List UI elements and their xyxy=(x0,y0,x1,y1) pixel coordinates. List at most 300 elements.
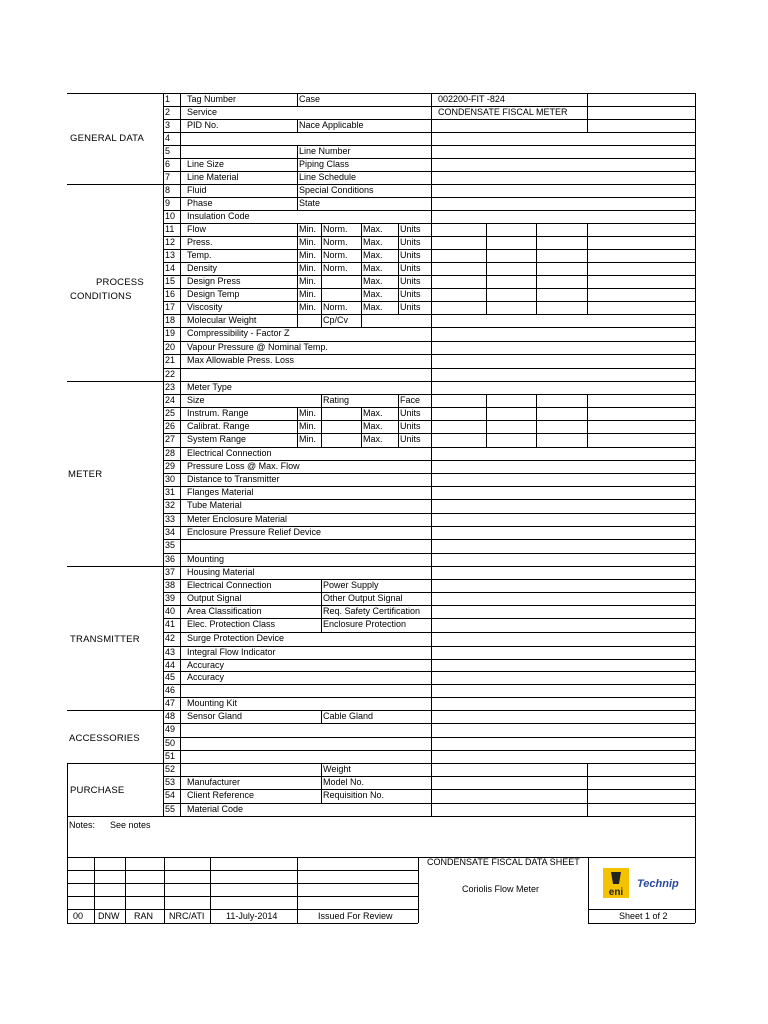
row-line xyxy=(163,184,695,185)
range-label: Max. xyxy=(363,302,383,312)
row-line xyxy=(163,776,695,777)
label-divider xyxy=(297,171,298,184)
footer-row-line xyxy=(67,909,418,910)
range-divider xyxy=(321,249,322,262)
row-label: Line Material xyxy=(187,172,239,182)
range-divider xyxy=(398,420,399,433)
row-line xyxy=(163,684,695,685)
tag-value: 002200-FIT -824 xyxy=(438,94,505,104)
svg-text:eni: eni xyxy=(608,887,624,898)
range-label: Norm. xyxy=(323,250,348,260)
row-number: 24 xyxy=(165,395,176,405)
approved-by: NRC/ATI xyxy=(169,911,205,921)
row-sublabel: Enclosure Protection xyxy=(323,619,407,629)
range-divider xyxy=(297,249,298,262)
range-label: Units xyxy=(400,263,421,273)
row-sublabel: Req. Safety Certification xyxy=(323,606,421,616)
row-label: Viscosity xyxy=(187,302,223,312)
row-label: Design Temp xyxy=(187,289,240,299)
row-label: Enclosure Pressure Relief Device xyxy=(187,527,322,537)
row-number: 51 xyxy=(165,751,176,761)
value-divider xyxy=(587,236,588,249)
row-number: 2 xyxy=(165,107,171,117)
range-label: Max. xyxy=(363,434,383,444)
notes-value: See notes xyxy=(110,820,151,830)
value-divider xyxy=(486,262,487,275)
footer-row-line xyxy=(67,870,418,871)
value-divider xyxy=(486,301,487,314)
row-number: 13 xyxy=(165,250,176,260)
row-number: 26 xyxy=(165,421,176,431)
range-divider xyxy=(398,288,399,301)
row-number: 33 xyxy=(165,514,176,524)
row-line xyxy=(163,145,695,146)
range-label: Max. xyxy=(363,289,383,299)
row-number: 29 xyxy=(165,461,176,471)
footer-row-line xyxy=(67,883,418,884)
row-number: 54 xyxy=(165,790,176,800)
range-divider xyxy=(321,407,322,420)
value-divider xyxy=(587,433,588,447)
row-line xyxy=(163,93,695,94)
footer-column xyxy=(67,857,68,923)
row-number: 32 xyxy=(165,500,176,510)
range-label: Min. xyxy=(299,434,317,444)
row-number: 37 xyxy=(165,567,176,577)
range-divider xyxy=(398,249,399,262)
row-number: 53 xyxy=(165,777,176,787)
section-title: PURCHASE xyxy=(70,785,125,796)
row-sublabel: Line Schedule xyxy=(299,172,357,182)
row-label: PID No. xyxy=(187,120,219,130)
row-label: Mounting xyxy=(187,554,225,564)
row-line xyxy=(163,659,695,660)
label-divider xyxy=(321,605,322,618)
row-label: Integral Flow Indicator xyxy=(187,647,276,657)
row-label: Design Press xyxy=(187,276,241,286)
value-divider xyxy=(536,301,537,314)
row-line xyxy=(163,592,695,593)
range-divider xyxy=(321,394,322,407)
range-divider xyxy=(361,288,362,301)
value-divider xyxy=(536,407,537,420)
service-value: CONDENSATE FISCAL METER xyxy=(438,107,568,117)
row-number: 49 xyxy=(165,724,176,734)
range-divider xyxy=(297,262,298,275)
row-sublabel: State xyxy=(299,198,321,208)
row-line xyxy=(163,750,695,751)
section-title: GENERAL DATA xyxy=(70,133,145,144)
row-number: 38 xyxy=(165,580,176,590)
row-number: 19 xyxy=(165,328,176,338)
row-number: 3 xyxy=(165,120,171,130)
row-number: 9 xyxy=(165,198,171,208)
value-divider xyxy=(587,789,588,803)
row-number: 41 xyxy=(165,619,176,629)
value-divider xyxy=(587,776,588,789)
value-divider xyxy=(486,433,487,447)
range-divider xyxy=(321,420,322,433)
range-label: Min. xyxy=(299,237,317,247)
row-number: 17 xyxy=(165,302,176,312)
row-line xyxy=(163,553,695,554)
row-line xyxy=(163,288,695,289)
value-divider xyxy=(536,262,537,275)
notes-top xyxy=(67,816,695,817)
range-divider xyxy=(297,420,298,433)
row-number: 48 xyxy=(165,711,176,721)
row-label: Tag Number xyxy=(187,94,237,104)
row-label: Calibrat. Range xyxy=(187,421,250,431)
row-sublabel: Line Number xyxy=(299,146,351,156)
row-label: Distance to Transmitter xyxy=(187,474,280,484)
range-label: Min. xyxy=(299,224,317,234)
number-column-left xyxy=(163,93,164,816)
row-number: 45 xyxy=(165,672,176,682)
range-label: Units xyxy=(400,224,421,234)
range-divider xyxy=(297,223,298,236)
range-divider xyxy=(297,433,298,447)
range-divider xyxy=(297,236,298,249)
row-label: Fluid xyxy=(187,185,207,195)
row-number: 43 xyxy=(165,647,176,657)
row-label: Phase xyxy=(187,198,213,208)
label-divider xyxy=(321,579,322,592)
value-divider xyxy=(536,275,537,288)
range-label: Min. xyxy=(299,263,317,273)
row-label: Temp. xyxy=(187,250,212,260)
range-divider xyxy=(398,394,399,407)
row-number: 35 xyxy=(165,540,176,550)
row-number: 20 xyxy=(165,342,176,352)
value-divider xyxy=(486,275,487,288)
footer-row-line xyxy=(67,857,418,858)
value-divider xyxy=(536,433,537,447)
row-number: 34 xyxy=(165,527,176,537)
row-line xyxy=(163,368,695,369)
value-column-left xyxy=(431,93,432,816)
label-divider xyxy=(321,592,322,605)
row-label: System Range xyxy=(187,434,247,444)
section-rule xyxy=(67,763,163,764)
purchase-box-edge xyxy=(67,763,68,816)
footer-row-line xyxy=(67,896,418,897)
document-title: CONDENSATE FISCAL DATA SHEET xyxy=(427,857,580,867)
range-divider xyxy=(321,301,322,314)
label-divider xyxy=(321,710,322,723)
range-divider xyxy=(297,407,298,420)
range-divider xyxy=(321,288,322,301)
row-line xyxy=(163,671,695,672)
range-divider xyxy=(398,407,399,420)
range-divider xyxy=(297,301,298,314)
range-divider xyxy=(398,301,399,314)
notes-label: Notes: xyxy=(69,820,96,830)
label-divider xyxy=(321,789,322,803)
row-line xyxy=(163,119,695,120)
row-label: Press. xyxy=(187,237,213,247)
range-divider xyxy=(321,275,322,288)
footer-column xyxy=(94,857,95,923)
technip-logo: Technip xyxy=(637,878,679,890)
range-label: Cp/Cv xyxy=(323,315,349,325)
value-divider xyxy=(587,223,588,236)
row-line xyxy=(163,301,695,302)
row-label: Vapour Pressure @ Nominal Temp. xyxy=(187,342,328,352)
row-number: 10 xyxy=(165,211,176,221)
label-divider xyxy=(297,158,298,171)
value-divider xyxy=(587,275,588,288)
range-label: Units xyxy=(400,250,421,260)
range-divider xyxy=(361,301,362,314)
row-label: Size xyxy=(187,395,205,405)
sheet-number: Sheet 1 of 2 xyxy=(619,911,668,921)
row-label: Mounting Kit xyxy=(187,698,238,708)
range-label: Norm. xyxy=(323,237,348,247)
label-divider xyxy=(297,197,298,210)
range-label: Min. xyxy=(299,421,317,431)
value-divider xyxy=(587,262,588,275)
label-divider xyxy=(297,93,298,106)
range-divider xyxy=(297,275,298,288)
revision-description: Issued For Review xyxy=(318,911,393,921)
row-number: 8 xyxy=(165,185,171,195)
section-rule xyxy=(67,381,163,382)
value-divider xyxy=(536,249,537,262)
footer-sheet-line xyxy=(588,909,695,910)
range-label: Min. xyxy=(299,289,317,299)
range-divider xyxy=(361,420,362,433)
value-divider xyxy=(486,420,487,433)
range-divider xyxy=(361,433,362,447)
row-label: Density xyxy=(187,263,218,273)
row-label: Housing Material xyxy=(187,567,255,577)
label-divider xyxy=(297,119,298,132)
checked-by: RAN xyxy=(134,911,154,921)
row-number: 42 xyxy=(165,633,176,643)
section-title: ACCESSORIES xyxy=(69,733,140,744)
footer-column xyxy=(164,857,165,923)
row-line xyxy=(163,697,695,698)
label-divider xyxy=(321,618,322,632)
row-number: 46 xyxy=(165,685,176,695)
range-label: Units xyxy=(400,408,421,418)
row-label: Tube Material xyxy=(187,500,242,510)
row-number: 30 xyxy=(165,474,176,484)
row-sublabel: Weight xyxy=(323,764,351,774)
rev-number: 00 xyxy=(73,911,84,921)
row-label: Sensor Gland xyxy=(187,711,243,721)
row-sublabel: Model No. xyxy=(323,777,365,787)
row-line xyxy=(163,223,695,224)
value-divider xyxy=(587,407,588,420)
row-number: 6 xyxy=(165,159,171,169)
row-number: 4 xyxy=(165,133,171,143)
row-label: Meter Enclosure Material xyxy=(187,514,288,524)
range-label: Norm. xyxy=(323,263,348,273)
row-number: 28 xyxy=(165,448,176,458)
range-label: Max. xyxy=(363,263,383,273)
range-label: Units xyxy=(400,237,421,247)
row-number: 21 xyxy=(165,355,176,365)
row-number: 5 xyxy=(165,146,171,156)
row-number: 15 xyxy=(165,276,176,286)
row-number: 7 xyxy=(165,172,171,182)
range-divider xyxy=(398,262,399,275)
row-number: 44 xyxy=(165,660,176,670)
row-number: 52 xyxy=(165,764,176,774)
sheet-right-edge xyxy=(695,93,696,857)
row-number: 18 xyxy=(165,315,176,325)
range-label: Min. xyxy=(299,276,317,286)
range-label: Face xyxy=(400,395,421,405)
row-label: Line Size xyxy=(187,159,225,169)
row-label: Elec. Protection Class xyxy=(187,619,276,629)
footer-column xyxy=(418,857,419,923)
section-rule xyxy=(67,93,163,94)
value-divider xyxy=(486,407,487,420)
row-label: Flanges Material xyxy=(187,487,254,497)
value-divider xyxy=(587,249,588,262)
notes-left xyxy=(67,816,68,857)
range-label: Min. xyxy=(299,408,317,418)
range-divider xyxy=(321,223,322,236)
row-number: 40 xyxy=(165,606,176,616)
range-label: Norm. xyxy=(323,224,348,234)
row-label: Molecular Weight xyxy=(187,315,257,325)
row-label: Output Signal xyxy=(187,593,242,603)
range-label: Units xyxy=(400,289,421,299)
row-number: 31 xyxy=(165,487,176,497)
row-line xyxy=(163,499,695,500)
row-number: 27 xyxy=(165,434,176,444)
section-rule xyxy=(67,710,163,711)
range-label: Max. xyxy=(363,224,383,234)
row-number: 11 xyxy=(165,224,175,234)
range-label: Max. xyxy=(363,408,383,418)
row-label: Client Reference xyxy=(187,790,255,800)
row-label: Accuracy xyxy=(187,672,225,682)
range-divider xyxy=(297,314,298,327)
section-title: PROCESS xyxy=(96,277,144,288)
row-number: 1 xyxy=(165,94,171,104)
row-label: Material Code xyxy=(187,804,244,814)
row-number: 23 xyxy=(165,382,176,392)
range-divider xyxy=(321,314,322,327)
row-line xyxy=(163,275,695,276)
row-sublabel: Case xyxy=(299,94,321,104)
row-sublabel: Cable Gland xyxy=(323,711,374,721)
row-line xyxy=(163,723,695,724)
range-label: Max. xyxy=(363,421,383,431)
value-divider xyxy=(536,420,537,433)
range-divider xyxy=(321,236,322,249)
value-divider xyxy=(587,763,588,776)
range-divider xyxy=(361,275,362,288)
revision-date: 11-July-2014 xyxy=(226,911,278,921)
row-number: 22 xyxy=(165,369,176,379)
row-label: Instrum. Range xyxy=(187,408,249,418)
row-sublabel: Special Conditions xyxy=(299,185,374,195)
row-line xyxy=(163,236,695,237)
row-line xyxy=(163,394,695,395)
row-label: Area Classification xyxy=(187,606,262,616)
footer-bottom xyxy=(588,923,695,924)
range-divider xyxy=(361,249,362,262)
row-label: Accuracy xyxy=(187,660,225,670)
value-divider xyxy=(486,249,487,262)
row-label: Service xyxy=(187,107,218,117)
range-label: Norm. xyxy=(323,302,348,312)
value-divider xyxy=(587,420,588,433)
row-sublabel: Requisition No. xyxy=(323,790,385,800)
range-label: Min. xyxy=(299,302,317,312)
section-title: TRANSMITTER xyxy=(70,634,140,645)
value-divider xyxy=(486,288,487,301)
range-divider xyxy=(398,433,399,447)
range-divider xyxy=(361,314,362,327)
row-line xyxy=(163,249,695,250)
row-number: 12 xyxy=(165,237,176,247)
value-divider xyxy=(587,288,588,301)
row-number: 16 xyxy=(165,289,176,299)
prepared-by: DNW xyxy=(98,911,120,921)
row-label: Compressibility - Factor Z xyxy=(187,328,290,338)
row-line xyxy=(163,381,695,382)
value-divider xyxy=(536,394,537,407)
range-divider xyxy=(321,433,322,447)
value-divider xyxy=(536,223,537,236)
value-divider xyxy=(587,394,588,407)
row-line xyxy=(163,197,695,198)
row-number: 25 xyxy=(165,408,176,418)
footer-column xyxy=(125,857,126,923)
label-divider xyxy=(321,763,322,776)
row-line xyxy=(163,737,695,738)
section-title: CONDITIONS xyxy=(70,291,132,302)
range-label: Units xyxy=(400,421,421,431)
document-subtitle: Coriolis Flow Meter xyxy=(462,884,540,894)
row-number: 47 xyxy=(165,698,176,708)
footer-column xyxy=(210,857,211,923)
range-divider xyxy=(398,236,399,249)
row-label: Meter Type xyxy=(187,382,232,392)
row-label: Electrical Connection xyxy=(187,448,272,458)
row-line xyxy=(163,763,695,764)
section-rule xyxy=(67,184,163,185)
range-divider xyxy=(361,262,362,275)
row-sublabel: Other Output Signal xyxy=(323,593,403,603)
value-divider xyxy=(587,803,588,816)
value-divider xyxy=(536,236,537,249)
range-divider xyxy=(297,288,298,301)
row-label: Flow xyxy=(187,224,207,234)
row-number: 14 xyxy=(165,263,176,273)
range-divider xyxy=(398,275,399,288)
row-line xyxy=(163,106,695,107)
value-divider xyxy=(486,394,487,407)
row-line xyxy=(163,539,695,540)
row-label: Pressure Loss @ Max. Flow xyxy=(187,461,300,471)
range-label: Min. xyxy=(299,250,317,260)
range-divider xyxy=(398,223,399,236)
number-column-right xyxy=(180,93,181,816)
row-label: Electrical Connection xyxy=(187,580,272,590)
value-divider xyxy=(486,236,487,249)
row-line xyxy=(163,158,695,159)
eni-logo xyxy=(603,868,629,898)
row-line xyxy=(163,171,695,172)
